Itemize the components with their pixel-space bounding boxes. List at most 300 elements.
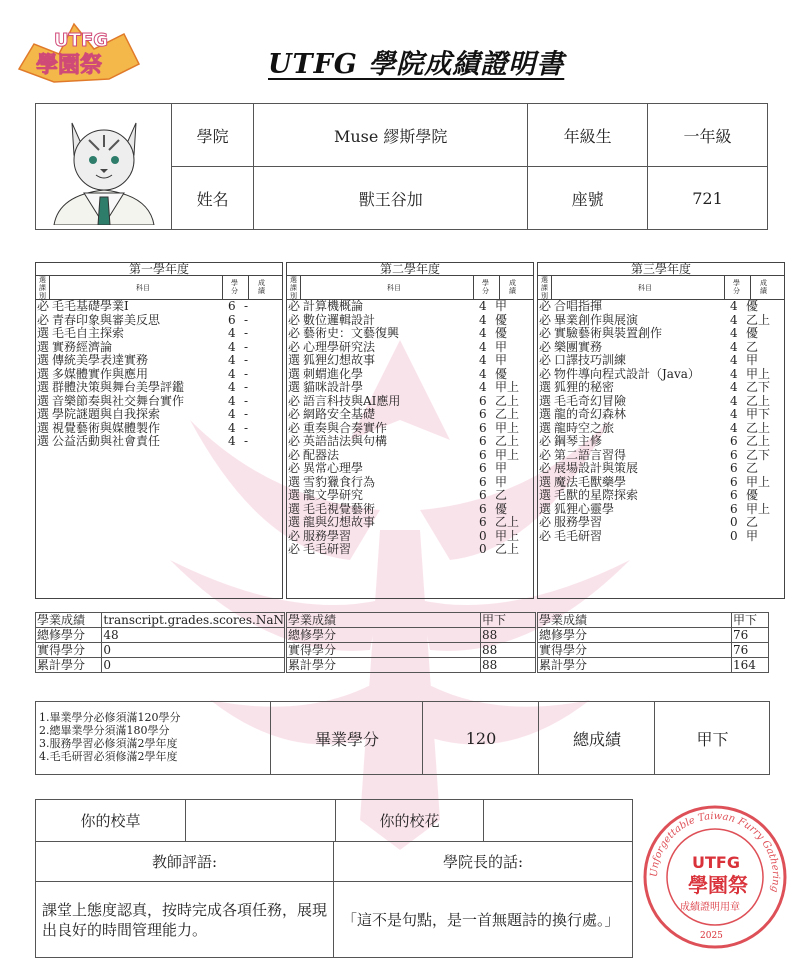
course-grade: -	[244, 407, 249, 421]
course-credit: 4	[228, 434, 236, 448]
course-credit: 4	[479, 312, 487, 327]
course-row	[287, 327, 533, 341]
course-grade: 甲	[746, 528, 759, 543]
course-grade: 甲下	[746, 407, 771, 421]
course-credit: 4	[228, 353, 236, 367]
course-credit: 4	[730, 366, 738, 381]
course-name: 展場設計與策展	[554, 461, 639, 475]
course-name: 藝術史：文藝復興	[303, 326, 400, 340]
course-type: 選	[37, 420, 50, 435]
course-row	[36, 381, 282, 395]
course-grade: 乙上	[495, 515, 520, 529]
course-row	[287, 354, 533, 368]
course-row	[538, 300, 784, 314]
summary-value: transcript.grades.scores.NaN	[103, 613, 284, 627]
course-name: 視覺藝術與媒體製作	[52, 420, 161, 435]
course-grade: 甲	[495, 461, 508, 475]
year-2-block	[286, 262, 534, 599]
course-name: 毛獸的星際探索	[554, 488, 639, 502]
course-grade: 乙上	[746, 312, 771, 327]
course-list	[287, 300, 533, 557]
course-grade: -	[244, 434, 249, 448]
dean-comment: 「這不是句點，是一首無題詩的換行處。」	[342, 910, 620, 929]
column-divider	[724, 276, 725, 299]
course-row	[538, 408, 784, 422]
requirement-note: 1.畢業學分必修須滿120學分	[39, 711, 181, 724]
course-credit: 4	[730, 393, 738, 408]
course-grade: -	[244, 380, 249, 394]
course-type: 必	[539, 447, 552, 462]
course-row	[287, 530, 533, 544]
school-flower-label: 你的校花	[336, 800, 484, 842]
course-name: 魔法毛獸藥學	[554, 474, 627, 489]
course-name: 鋼琴主修	[554, 434, 603, 448]
course-credit: 6	[730, 488, 738, 502]
course-type: 選	[288, 353, 301, 367]
requirement-note: 2.總畢業學分須滿180學分	[39, 724, 170, 737]
summary-label: 總修學分	[36, 628, 102, 643]
course-row	[36, 341, 282, 355]
header-score: 成績	[258, 279, 265, 295]
course-row	[287, 543, 533, 557]
course-grade: 甲上	[495, 447, 520, 462]
course-credit: 6	[479, 393, 487, 408]
summary-label: 實得學分	[538, 643, 732, 658]
course-type: 選	[37, 339, 50, 354]
course-grade: 乙上	[495, 434, 520, 448]
column-divider	[499, 276, 500, 299]
header-score: 成績	[760, 279, 767, 295]
course-row	[538, 354, 784, 368]
college-label: 學院	[172, 104, 254, 167]
course-name: 語言科技與AI應用	[303, 393, 401, 408]
course-type: 必	[288, 434, 301, 448]
avatar-cell	[36, 104, 172, 230]
course-row	[36, 314, 282, 328]
course-name: 毛毛奇幻冒險	[554, 393, 627, 408]
summary-label: 學業成績	[538, 613, 732, 628]
course-name: 毛毛視覺藝術	[303, 501, 376, 516]
course-type: 必	[539, 434, 552, 448]
course-row	[36, 435, 282, 449]
requirement-notes	[39, 711, 181, 763]
course-row	[36, 327, 282, 341]
course-type: 選	[37, 353, 50, 367]
course-name: 狐狸幻想故事	[303, 353, 376, 367]
course-name: 服務學習	[554, 515, 603, 529]
summary-value: 0	[102, 643, 285, 658]
course-grade: 乙上	[495, 393, 520, 408]
course-type: 必	[37, 312, 50, 327]
year-title: 第一學年度	[36, 263, 282, 276]
course-credit: 4	[730, 380, 738, 394]
course-grade: 甲	[495, 474, 508, 489]
summary-label: 累計學分	[287, 658, 481, 673]
school-flower-value	[484, 800, 632, 842]
course-list	[538, 300, 784, 543]
column-divider	[750, 276, 751, 299]
summary-row	[287, 643, 536, 658]
course-name: 龍文學研究	[303, 488, 364, 502]
course-row	[287, 300, 533, 314]
course-credit: 6	[228, 312, 236, 327]
course-type: 必	[288, 299, 301, 313]
overall-grade-label: 總成績	[538, 702, 655, 774]
course-type: 選	[37, 366, 50, 381]
course-name: 第二語言習得	[554, 447, 627, 462]
name-label: 姓名	[172, 167, 254, 230]
course-name: 毛毛研習	[303, 542, 352, 556]
course-grade: 甲	[746, 353, 759, 367]
course-credit: 4	[479, 326, 487, 340]
course-credit: 4	[228, 366, 236, 381]
course-row	[287, 381, 533, 395]
course-row	[36, 300, 282, 314]
grad-credits-label: 畢業學分	[270, 702, 423, 774]
course-name: 毛毛基礎學業I	[52, 299, 129, 313]
course-name: 音樂節奏與社交舞台實作	[52, 393, 185, 408]
course-type: 選	[37, 326, 50, 340]
column-divider	[473, 276, 474, 299]
teacher-comment-label: 教師評語:	[36, 842, 334, 882]
course-credit: 4	[228, 339, 236, 354]
course-name: 龍的奇幻森林	[554, 407, 627, 421]
year-title: 第三學年度	[538, 263, 784, 276]
summary-label: 實得學分	[287, 643, 481, 658]
course-grade: 甲	[495, 299, 508, 313]
course-row	[538, 368, 784, 382]
requirement-note: 3.服務學習必修須滿2學年度	[39, 737, 178, 750]
comments-section	[35, 799, 633, 958]
course-name: 異常心理學	[303, 461, 364, 475]
course-name: 毛毛自主探索	[52, 326, 125, 340]
course-type: 選	[539, 393, 552, 408]
course-credit: 6	[730, 474, 738, 489]
page-title: UTFG 學院成績證明書	[268, 49, 565, 80]
course-grade: 優	[495, 312, 508, 327]
course-grade: 乙上	[495, 542, 520, 556]
header-subject: 科目	[638, 284, 652, 292]
course-grade: -	[244, 299, 249, 313]
course-type: 必	[539, 461, 552, 475]
course-type: 必	[539, 353, 552, 367]
course-credit: 0	[730, 528, 738, 543]
course-grade: 甲上	[746, 366, 771, 381]
column-divider	[49, 276, 50, 299]
column-header	[36, 276, 282, 300]
course-name: 傳統美學表達實務	[52, 353, 149, 367]
course-credit: 4	[228, 420, 236, 435]
course-grade: 優	[746, 299, 759, 313]
course-row	[36, 422, 282, 436]
course-row	[538, 503, 784, 517]
course-credit: 0	[479, 528, 487, 543]
course-grade: -	[244, 393, 249, 408]
course-grade: 優	[495, 326, 508, 340]
course-row	[538, 516, 784, 530]
seal-center-text: UTFG	[692, 853, 740, 872]
course-credit: 4	[730, 326, 738, 340]
course-row	[538, 449, 784, 463]
course-type: 選	[539, 501, 552, 516]
course-row	[36, 408, 282, 422]
course-type: 選	[37, 380, 50, 394]
course-grade: 甲上	[746, 474, 771, 489]
course-type: 選	[539, 420, 552, 435]
course-row	[287, 435, 533, 449]
course-credit: 0	[479, 542, 487, 556]
course-name: 心理學研究法	[303, 339, 376, 354]
course-grade: 乙	[495, 488, 508, 502]
course-type: 選	[288, 488, 301, 502]
column-header	[538, 276, 784, 300]
course-row	[36, 354, 282, 368]
course-row	[287, 489, 533, 503]
course-name: 龍時空之旅	[554, 420, 615, 435]
course-name: 樂團實務	[554, 339, 603, 354]
column-header	[287, 276, 533, 300]
course-type: 選	[37, 407, 50, 421]
avatar	[44, 105, 164, 225]
course-row	[538, 314, 784, 328]
name-value: 獸王谷加	[254, 167, 528, 230]
course-grade: 甲上	[746, 501, 771, 516]
course-credit: 6	[479, 461, 487, 475]
summary-row	[538, 643, 769, 658]
grad-credits-value: 120	[422, 702, 539, 774]
summary-label: 總修學分	[287, 628, 481, 643]
utfg-logo	[14, 14, 144, 84]
course-grade: 乙上	[495, 407, 520, 421]
course-name: 配器法	[303, 447, 340, 462]
course-credit: 4	[228, 326, 236, 340]
course-row	[538, 476, 784, 490]
course-row	[36, 368, 282, 382]
course-credit: 4	[479, 353, 487, 367]
summary-row	[538, 613, 769, 628]
course-credit: 4	[479, 339, 487, 354]
course-row	[36, 395, 282, 409]
course-credit: 4	[479, 380, 487, 394]
summary-label: 累計學分	[36, 658, 102, 673]
summary-label: 學業成績	[36, 613, 102, 628]
summary-value: 48	[102, 628, 285, 643]
summary-value: 88	[481, 628, 536, 643]
summary-label: 累計學分	[538, 658, 732, 673]
course-credit: 4	[479, 366, 487, 381]
course-credit: 6	[730, 461, 738, 475]
course-credit: 4	[228, 393, 236, 408]
course-credit: 6	[479, 420, 487, 435]
course-grade: -	[244, 420, 249, 435]
course-row	[538, 395, 784, 409]
course-credit: 6	[479, 515, 487, 529]
course-credit: 4	[228, 380, 236, 394]
course-row	[287, 449, 533, 463]
header-type: 選課別	[39, 276, 46, 300]
course-name: 畢業創作與展演	[554, 312, 639, 327]
course-name: 毛毛研習	[554, 528, 603, 543]
overall-grade-value: 甲下	[654, 702, 770, 774]
year-title: 第二學年度	[287, 263, 533, 276]
grade-value: 一年級	[648, 104, 768, 167]
course-type: 必	[288, 420, 301, 435]
course-grade: -	[244, 326, 249, 340]
course-type: 選	[288, 474, 301, 489]
course-type: 必	[539, 312, 552, 327]
header-credit: 學分	[482, 279, 489, 295]
summary-value: 76	[732, 628, 769, 643]
course-row	[287, 476, 533, 490]
seal-bottom-text: 成績證明用章	[680, 902, 740, 913]
course-grade: 優	[495, 501, 508, 516]
course-row	[287, 422, 533, 436]
course-grade: 優	[495, 366, 508, 381]
course-grade: 乙	[746, 515, 759, 529]
graduation-requirements	[35, 701, 770, 775]
course-type: 必	[539, 339, 552, 354]
course-type: 必	[288, 339, 301, 354]
course-name: 多媒體實作與應用	[52, 366, 149, 381]
summary-value: 甲下	[732, 613, 769, 628]
course-grade: -	[244, 366, 249, 381]
course-row	[538, 435, 784, 449]
course-type: 必	[288, 326, 301, 340]
course-type: 必	[37, 299, 50, 313]
header-subject: 科目	[136, 284, 150, 292]
course-row	[538, 422, 784, 436]
summary-label: 總修學分	[538, 628, 732, 643]
course-credit: 6	[479, 434, 487, 448]
course-name: 重奏與合奏實作	[303, 420, 388, 435]
course-credit: 6	[479, 407, 487, 421]
summary-value: 164	[732, 658, 769, 673]
course-type: 必	[539, 528, 552, 543]
year-3-block	[537, 262, 785, 599]
course-credit: 6	[730, 434, 738, 448]
course-grade: -	[244, 353, 249, 367]
course-grade: 甲	[495, 353, 508, 367]
summary-label: 實得學分	[36, 643, 102, 658]
course-name: 服務學習	[303, 528, 352, 543]
course-type: 必	[288, 312, 301, 327]
course-name: 刺蝟進化學	[303, 366, 364, 381]
header-type: 選課別	[290, 276, 297, 300]
course-grade: 乙	[746, 339, 759, 354]
course-type: 必	[288, 393, 301, 408]
teacher-comment: 課堂上態度認真，按時完成各項任務，展現出良好的時間管理能力。	[36, 882, 334, 957]
course-type: 必	[288, 461, 301, 475]
course-credit: 4	[730, 299, 738, 313]
course-type: 必	[539, 515, 552, 529]
course-name: 網路安全基礎	[303, 407, 376, 421]
course-name: 口譯技巧訓練	[554, 353, 627, 367]
summary-label: 學業成績	[287, 613, 481, 628]
course-type: 選	[288, 515, 301, 529]
course-name: 英語詰法與句構	[303, 434, 388, 448]
seal-ring-text: Unforgettable Taiwan Furry Gathering	[648, 810, 782, 894]
header-score: 成績	[509, 279, 516, 295]
course-credit: 4	[228, 407, 236, 421]
official-seal	[640, 800, 790, 955]
college-value: Muse 繆斯學院	[254, 104, 528, 167]
summary-value: 76	[732, 643, 769, 658]
summary-row	[538, 658, 769, 673]
course-type: 選	[539, 380, 552, 394]
course-name: 貓咪設計學	[303, 380, 364, 394]
summary-row	[36, 643, 285, 658]
course-row	[538, 462, 784, 476]
summary-row	[36, 613, 285, 628]
course-name: 群體決策與舞台美學評鑑	[52, 380, 185, 394]
course-grade: -	[244, 339, 249, 354]
column-divider	[300, 276, 301, 299]
course-type: 選	[37, 393, 50, 408]
seat-value: 721	[648, 167, 768, 230]
course-grade: 乙	[746, 461, 759, 475]
course-type: 必	[539, 366, 552, 381]
seal-sub-text: 學園祭	[688, 873, 748, 897]
course-type: 選	[539, 407, 552, 421]
course-grade: 乙下	[746, 380, 771, 394]
course-credit: 4	[730, 353, 738, 367]
course-type: 必	[539, 299, 552, 313]
course-credit: 6	[730, 447, 738, 462]
course-grade: 乙上	[746, 434, 771, 448]
course-type: 必	[288, 407, 301, 421]
course-grade: 乙上	[746, 393, 771, 408]
course-grade: 優	[746, 326, 759, 340]
course-type: 必	[288, 528, 301, 543]
course-name: 公益活動與社會責任	[52, 434, 161, 448]
course-credit: 6	[228, 299, 236, 313]
course-grade: 乙上	[746, 420, 771, 435]
header-credit: 學分	[733, 279, 740, 295]
course-row	[538, 489, 784, 503]
course-row	[287, 462, 533, 476]
course-type: 必	[288, 542, 301, 556]
course-name: 物件導向程式設計（Java）	[554, 366, 700, 381]
course-name: 實驗藝術與裝置創作	[554, 326, 663, 340]
column-divider	[222, 276, 223, 299]
course-name: 雪豹獵食行為	[303, 474, 376, 489]
course-grade: 乙下	[746, 447, 771, 462]
course-credit: 6	[479, 501, 487, 516]
course-type: 選	[288, 366, 301, 381]
summary-row	[538, 628, 769, 643]
school-grass-label: 你的校草	[36, 800, 186, 842]
year-2-summary	[286, 612, 536, 673]
course-credit: 6	[479, 474, 487, 489]
header-subject: 科目	[387, 284, 401, 292]
year-1-summary	[35, 612, 285, 673]
year-1-block	[35, 262, 283, 599]
course-name: 學院謎題與自我探索	[52, 407, 161, 421]
summary-row	[287, 613, 536, 628]
course-credit: 6	[479, 447, 487, 462]
logo-text: UTFG	[54, 30, 108, 51]
course-grade: 甲上	[495, 380, 520, 394]
course-row	[538, 327, 784, 341]
course-row	[287, 408, 533, 422]
course-grade: 甲	[495, 339, 508, 354]
student-info-table	[35, 103, 768, 230]
course-credit: 4	[730, 407, 738, 421]
header-type: 選課別	[541, 276, 548, 300]
logo-subtext: 學園祭	[36, 53, 103, 78]
course-grade: -	[244, 312, 249, 327]
course-name: 青春印象與審美反思	[52, 312, 161, 327]
